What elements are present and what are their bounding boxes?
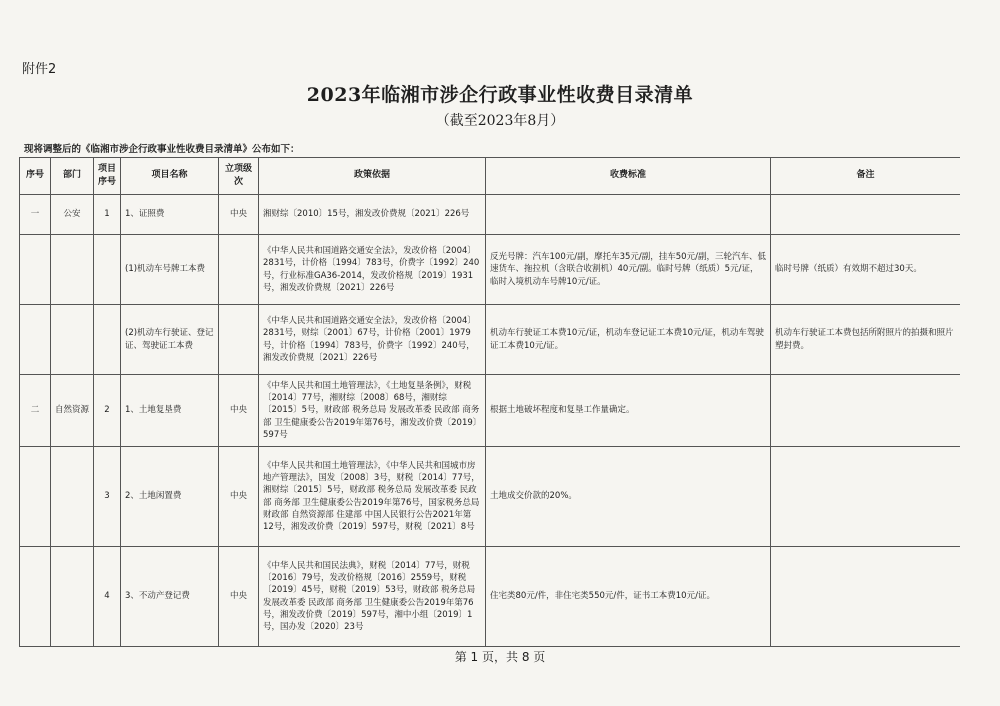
- cell-item-name: 2、土地闲置费: [121, 447, 219, 547]
- intro-text: 现将调整后的《临湘市涉企行政事业性收费目录清单》公布如下：: [24, 144, 300, 155]
- cell-basis: 《中华人民共和国民法典》，财税〔2014〕77号，财税〔2016〕79号，发改价格规〔2016〕2559号，财税〔2019〕45号，财税〔2019〕53号，财政部 税务总局 发展改革委 民政部 商务部 卫生健康委公告2019年第76号，湘发改价费〔2019〕597号，湘中小组〔2019〕1号，国办发〔2020〕23号: [259, 547, 486, 647]
- cell-item-name: (1)机动车号牌工本费: [121, 235, 219, 305]
- cell-item-name: (2)机动车行驶证、登记证、驾驶证工本费: [121, 305, 219, 375]
- cell-note: [771, 195, 961, 235]
- cell-standard: 根据土地破坏程度和复垦工作量确定。: [486, 375, 771, 447]
- cell-standard: 土地成交价款的20%。: [486, 447, 771, 547]
- header-standard: 收费标准: [486, 158, 771, 195]
- cell-no: 一: [20, 195, 51, 235]
- cell-dept: [51, 305, 94, 375]
- page-subtitle: （截至2023年8月）: [435, 113, 565, 129]
- cell-item-name: 1、证照费: [121, 195, 219, 235]
- header-level: 立项级次: [219, 158, 259, 195]
- table-header-row: [20, 158, 961, 195]
- cell-dept: 公安: [51, 195, 94, 235]
- cell-standard: 机动车行驶证工本费10元/证，机动车登记证工本费10元/证，机动车驾驶证工本费10元/证。: [486, 305, 771, 375]
- table-row: [20, 305, 961, 375]
- cell-standard: 反光号牌：汽车100元/副，摩托车35元/副，挂车50元/副，三轮汽车、低速货车、拖拉机（含联合收割机）40元/副。临时号牌（纸质）5元/证，临时入境机动车号牌10元/证。: [486, 235, 771, 305]
- cell-item-no: 2: [94, 375, 121, 447]
- cell-standard: 住宅类80元/件，非住宅类550元/件，证书工本费10元/证。: [486, 547, 771, 647]
- cell-level: 中央: [219, 375, 259, 447]
- cell-item-no: 1: [94, 195, 121, 235]
- cell-basis: 《中华人民共和国土地管理法》，《土地复垦条例》，财税〔2014〕77号，湘财综〔2008〕68号，湘财综〔2015〕5号，财政部 税务总局 发展改革委 民政部 商务部 卫生健康委公告2019年第76号，湘发改价费〔2019〕597号: [259, 375, 486, 447]
- cell-item-no: [94, 235, 121, 305]
- fee-table: [19, 157, 960, 647]
- cell-level: 中央: [219, 547, 259, 647]
- cell-no: [20, 305, 51, 375]
- cell-level: 中央: [219, 447, 259, 547]
- cell-item-name: 3、不动产登记费: [121, 547, 219, 647]
- cell-basis: 《中华人民共和国道路交通安全法》，发改价格〔2004〕2831号，计价格〔1994〕783号，价费字〔1992〕240号，行业标准GA36-2014，发改价格规〔2019〕1931号，湘发改价费规〔2021〕226号: [259, 235, 486, 305]
- cell-note: 临时号牌（纸质）有效期不超过30天。: [771, 235, 961, 305]
- cell-no: [20, 235, 51, 305]
- cell-no: [20, 547, 51, 647]
- cell-standard: [486, 195, 771, 235]
- cell-note: [771, 375, 961, 447]
- cell-dept: [51, 547, 94, 647]
- header-item-name: 项目名称: [121, 158, 219, 195]
- header-item-no: 项目序号: [94, 158, 121, 195]
- table-row: [20, 195, 961, 235]
- fee-table-container: [19, 157, 960, 650]
- page-footer: 第 1 页，共 8 页: [454, 650, 546, 664]
- cell-basis: 《中华人民共和国土地管理法》，《中华人民共和国城市房地产管理法》，国发〔2008〕3号，财税〔2014〕77号，湘财综〔2015〕5号，财政部 税务总局 发展改革委 民政部 商务部 卫生健康委公告2019年第76号，国家税务总局 财政部 自然资源部 住建部 中国人民银行公告2021年第12号，湘发改价费〔2019〕597号，财税〔2021〕8号: [259, 447, 486, 547]
- cell-no: 二: [20, 375, 51, 447]
- table-row: [20, 235, 961, 305]
- cell-basis: 《中华人民共和国道路交通安全法》，发改价格〔2004〕2831号，财综〔2001〕67号，计价格〔2001〕1979号，计价格〔1994〕783号，价费字〔1992〕240号，湘发改价费规〔2021〕226号: [259, 305, 486, 375]
- table-row: [20, 375, 961, 447]
- cell-note: [771, 547, 961, 647]
- header-basis: 政策依据: [259, 158, 486, 195]
- cell-dept: 自然资源: [51, 375, 94, 447]
- header-note: 备注: [771, 158, 961, 195]
- cell-item-name: 1、土地复垦费: [121, 375, 219, 447]
- header-dept: 部门: [51, 158, 94, 195]
- cell-item-no: 3: [94, 447, 121, 547]
- cell-level: [219, 305, 259, 375]
- table-row: [20, 447, 961, 547]
- cell-dept: [51, 447, 94, 547]
- cell-level: 中央: [219, 195, 259, 235]
- attachment-label: 附件2: [22, 62, 57, 77]
- header-no: 序号: [20, 158, 51, 195]
- cell-no: [20, 447, 51, 547]
- cell-item-no: [94, 305, 121, 375]
- cell-level: [219, 235, 259, 305]
- cell-note: 机动车行驶证工本费包括所附照片的拍摄和照片塑封费。: [771, 305, 961, 375]
- cell-dept: [51, 235, 94, 305]
- cell-note: [771, 447, 961, 547]
- cell-basis: 湘财综〔2010〕15号，湘发改价费规〔2021〕226号: [259, 195, 486, 235]
- page-title: 2023年临湘市涉企行政事业性收费目录清单: [306, 84, 694, 106]
- cell-item-no: 4: [94, 547, 121, 647]
- table-row: [20, 547, 961, 647]
